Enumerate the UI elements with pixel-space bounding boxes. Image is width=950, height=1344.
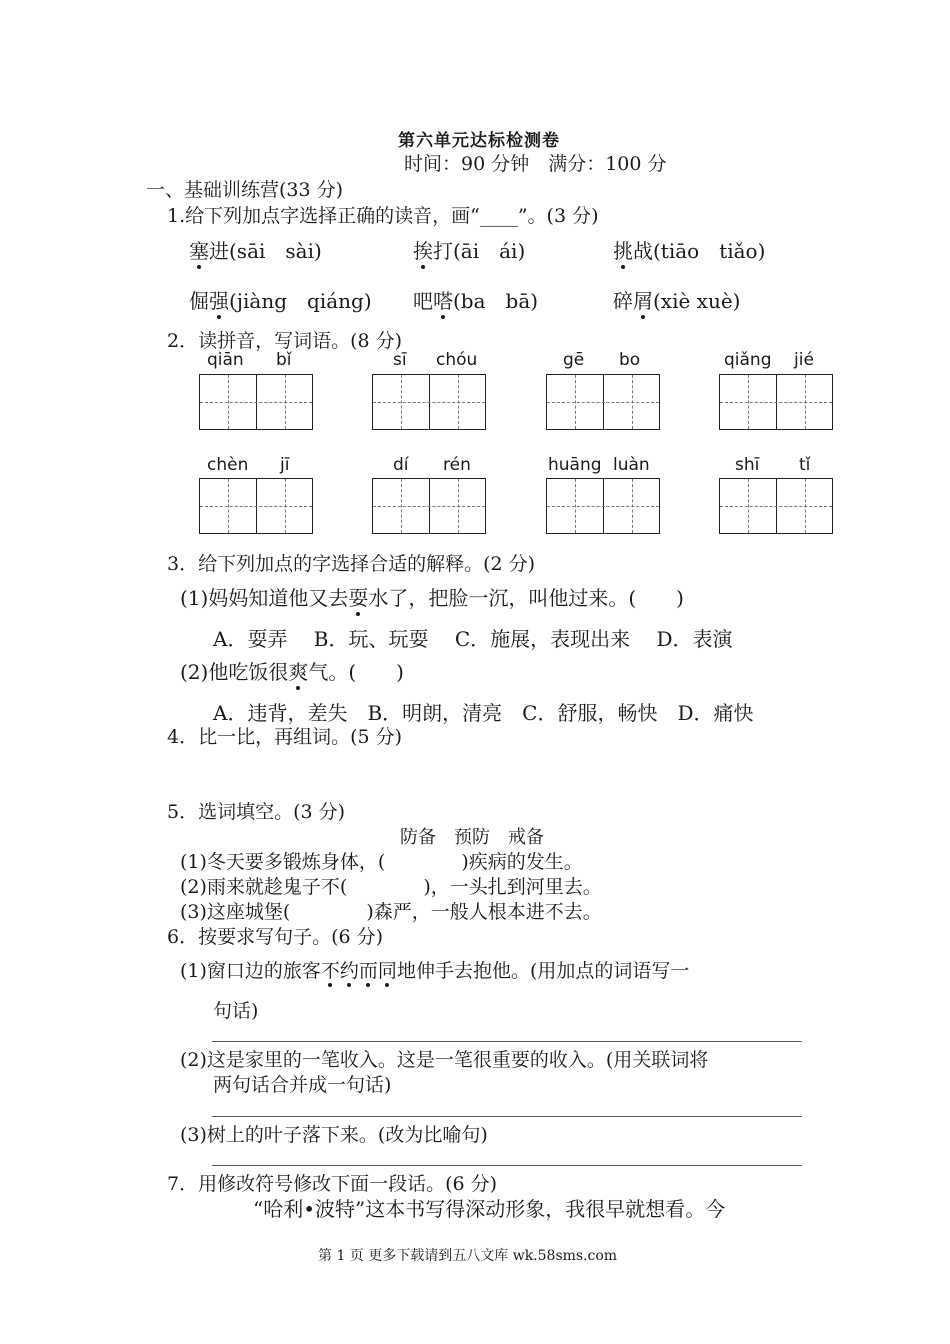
q3-prompt: 3．给下列加点的字选择合适的解释。(2 分) [167, 553, 536, 575]
pinyin: jié [794, 350, 814, 370]
pinyin: shī [735, 455, 760, 475]
q1-prompt: 1.给下列加点字选择正确的读音，画“____”。(3 分) [167, 205, 599, 227]
dotted-char: 强 [209, 285, 229, 314]
pinyin: dí [393, 455, 409, 475]
dotted-char: 嗒 [433, 285, 453, 314]
section-heading: 一、基础训练营(33 分) [146, 179, 344, 201]
q1-item: 挨打(āi ái) [413, 235, 525, 264]
dotted-char: 屑 [633, 285, 653, 314]
page-footer: 第 1 页 更多下载请到五八文库 wk.58sms.com [318, 1248, 618, 1264]
answer-line[interactable] [212, 1041, 802, 1042]
word-bank: 防备 预防 戒备 [400, 827, 544, 848]
dotted-char: 爽 [288, 656, 308, 685]
time-info: 时间：90 分钟 满分：100 分 [404, 153, 667, 175]
pinyin: chèn [207, 455, 249, 475]
pinyin: chóu [436, 350, 478, 370]
q1-item: 挑战(tiāo tiǎo) [613, 235, 765, 264]
q7-prompt: 7．用修改符号修改下面一段话。(6 分) [167, 1173, 498, 1195]
q6-sentence: (1)窗口边的旅客不约而同 地伸手去抱他。(用加点的词语写一 [180, 956, 689, 983]
q1-item: 倔强(jiàng qiáng) [189, 285, 372, 314]
q5-sentence: (2)雨来就趁鬼子不( )，一头扎到河里去。 [180, 876, 602, 898]
q3-options: A．耍弄 B．玩、玩耍 C．施展，表现出来 D．表演 [213, 627, 733, 651]
pinyin: jī [280, 455, 290, 475]
q5-prompt: 5．选词填空。(3 分) [167, 801, 346, 823]
q3-options: A．违背，差失 B．明朗，清亮 C．舒服，畅快 D．痛快 [213, 701, 754, 725]
pinyin: sī [393, 350, 407, 370]
pinyin: bǐ [276, 350, 292, 370]
writing-grid[interactable] [199, 478, 313, 534]
pinyin: qiǎng [724, 350, 772, 370]
q1-item: 塞进(sāi sài) [189, 235, 322, 264]
q3-sentence: (1)妈妈知道他又去耍水了，把脸一沉，叫他过来。( ) [180, 582, 684, 611]
q5-sentence: (1)冬天要多锻炼身体，( )疾病的发生。 [180, 851, 583, 873]
q6-prompt: 6．按要求写句子。(6 分) [167, 926, 384, 948]
pinyin: rén [443, 455, 471, 475]
dotted-char: 挑 [613, 235, 633, 264]
writing-grid[interactable] [372, 478, 486, 534]
writing-grid[interactable] [372, 374, 486, 430]
q1-item: 碎屑(xiè xuè) [613, 285, 740, 314]
answer-line[interactable] [212, 1116, 802, 1117]
q7-passage: “哈利•波特”这本书写得深动形象，我很早就想看。今 [253, 1197, 726, 1221]
q6-sentence-cont: 两句话合并成一句话) [213, 1074, 392, 1096]
dotted-char: 塞 [189, 235, 209, 264]
pinyin: tǐ [799, 455, 811, 475]
dotted-char: 挨 [413, 235, 433, 264]
q1-item: 吧嗒(ba bā) [413, 285, 538, 314]
emphasis-dots [321, 983, 397, 988]
pinyin: qiān [207, 350, 244, 370]
q6-sentence-cont: 句话) [213, 1000, 259, 1022]
writing-grid[interactable] [546, 478, 660, 534]
answer-line[interactable] [212, 1165, 802, 1166]
pinyin: gē [563, 350, 585, 370]
q5-sentence: (3)这座城堡( )森严，一般人根本进不去。 [180, 901, 602, 923]
q6-sentence: (3)树上的叶子落下来。(改为比喻句) [180, 1124, 488, 1146]
q6-sentence: (2)这是家里的一笔收入。这是一笔很重要的收入。(用关联词将 [180, 1049, 709, 1071]
pinyin: luàn [613, 455, 650, 475]
dotted-word: 不约而同 [321, 960, 397, 982]
writing-grid[interactable] [199, 374, 313, 430]
q4-prompt: 4．比一比，再组词。(5 分) [167, 726, 403, 748]
pinyin: bo [619, 350, 641, 370]
writing-grid[interactable] [546, 374, 660, 430]
pinyin: huāng [548, 455, 602, 475]
q3-sentence: (2)他吃饭很爽气。( ) [180, 656, 404, 685]
page-title: 第六单元达标检测卷 [398, 131, 560, 151]
q2-prompt: 2．读拼音，写词语。(8 分) [167, 330, 403, 352]
dotted-char: 耍 [348, 582, 368, 611]
writing-grid[interactable] [719, 478, 833, 534]
writing-grid[interactable] [719, 374, 833, 430]
